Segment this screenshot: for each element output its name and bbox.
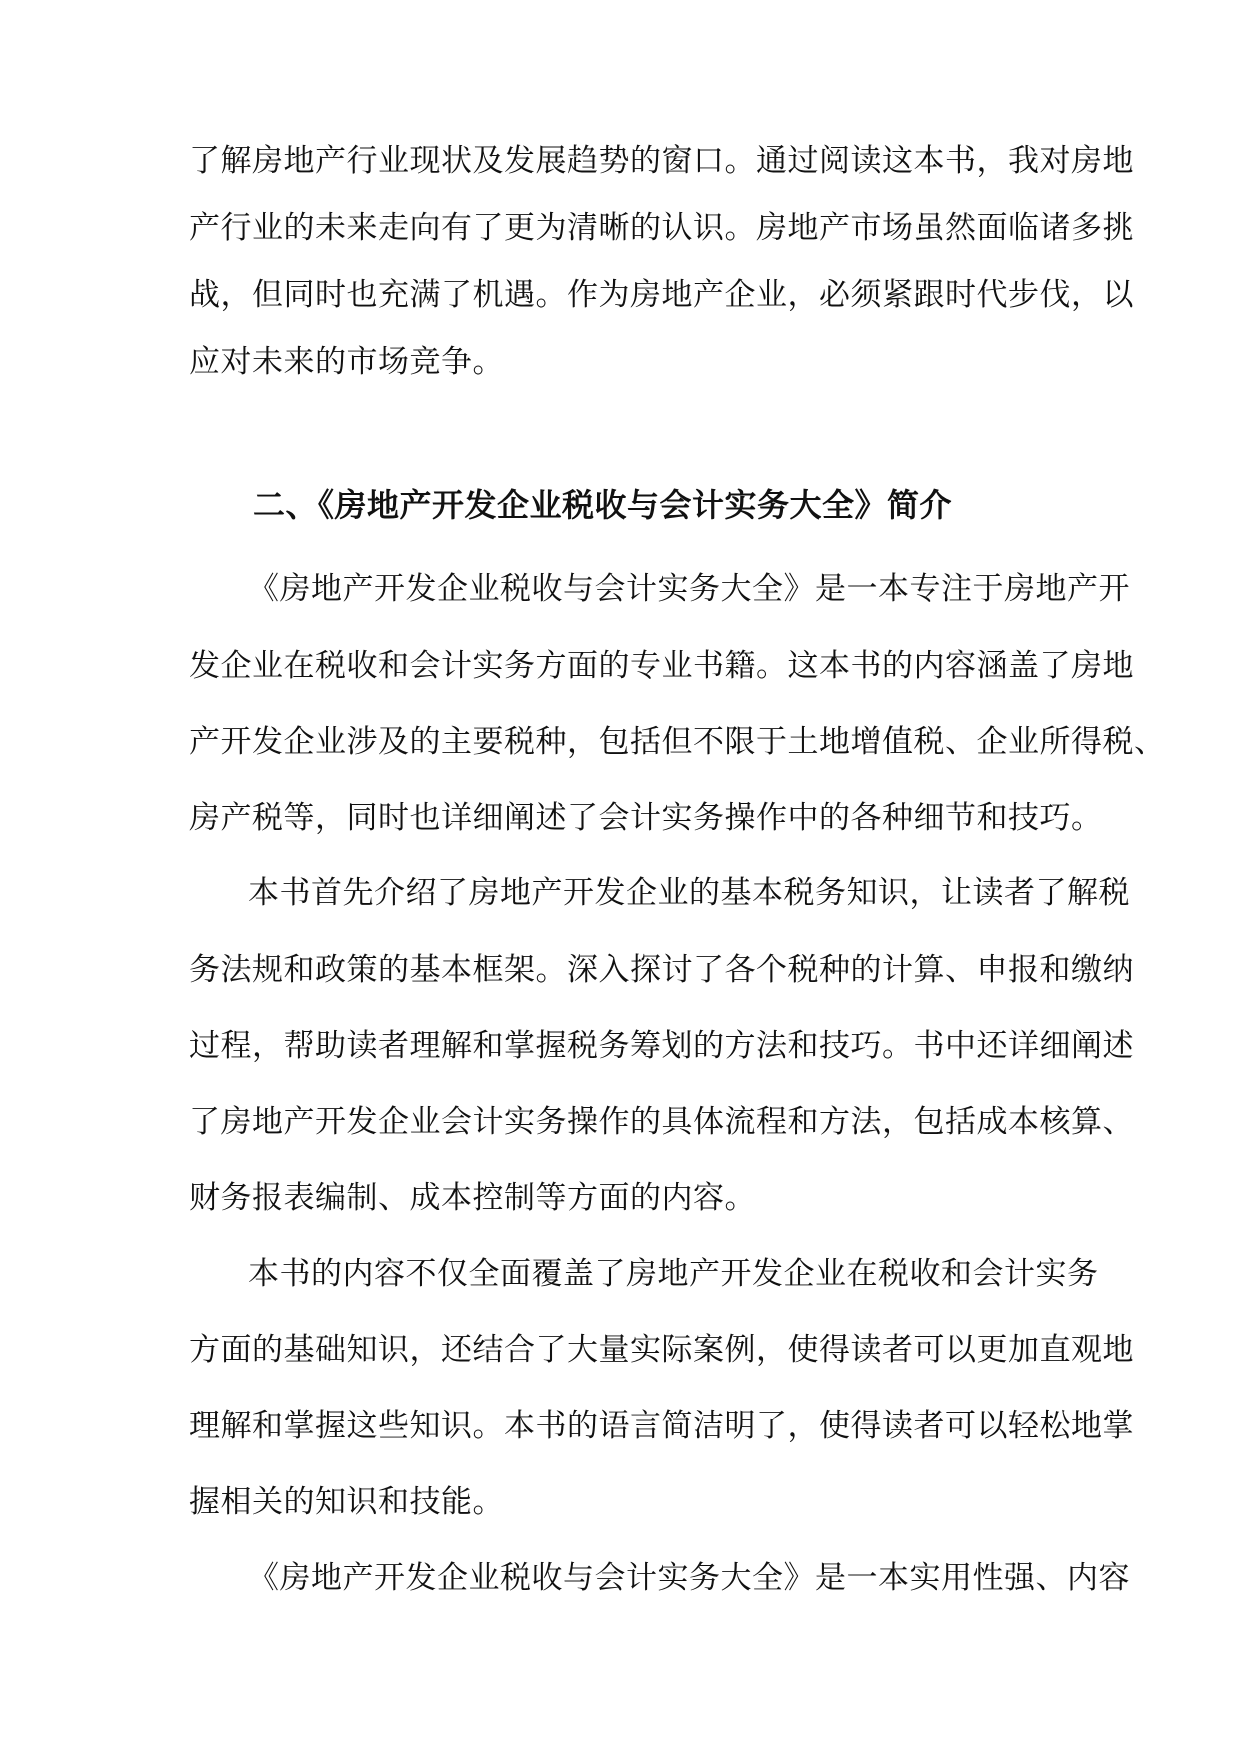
text-line: 握相关的知识和技能。 xyxy=(189,1484,504,1520)
text-line: 发企业在税收和会计实务方面的专业书籍。这本书的内容涵盖了房地 xyxy=(189,648,1134,684)
text-line: 房产税等，同时也详细阐述了会计实务操作中的各种细节和技巧。 xyxy=(189,800,1103,836)
text-line: 了解房地产行业现状及发展趋势的窗口。通过阅读这本书，我对房地 xyxy=(189,143,1134,179)
text-line: 本书首先介绍了房地产开发企业的基本税务知识，让读者了解税 xyxy=(248,875,1130,911)
text-line: 《房地产开发企业税收与会计实务大全》是一本实用性强、内容 xyxy=(248,1560,1130,1596)
text-line: 本书的内容不仅全面覆盖了房地产开发企业在税收和会计实务 xyxy=(248,1256,1099,1292)
text-line: 产开发企业涉及的主要税种，包括但不限于土地增值税、企业所得税、 xyxy=(189,724,1166,760)
text-line: 过程，帮助读者理解和掌握税务筹划的方法和技巧。书中还详细阐述 xyxy=(189,1028,1134,1064)
text-line: 财务报表编制、成本控制等方面的内容。 xyxy=(189,1180,756,1216)
text-line: 《房地产开发企业税收与会计实务大全》是一本专注于房地产开 xyxy=(248,571,1130,607)
text-line: 理解和掌握这些知识。本书的语言简洁明了，使得读者可以轻松地掌 xyxy=(189,1408,1134,1444)
text-line: 战，但同时也充满了机遇。作为房地产企业，必须紧跟时代步伐，以 xyxy=(189,277,1134,313)
text-line: 应对未来的市场竞争。 xyxy=(189,344,504,380)
text-line: 务法规和政策的基本框架。深入探讨了各个税种的计算、申报和缴纳 xyxy=(189,952,1134,988)
text-line: 方面的基础知识，还结合了大量实际案例，使得读者可以更加直观地 xyxy=(189,1332,1134,1368)
text-line: 了房地产开发企业会计实务操作的具体流程和方法，包括成本核算、 xyxy=(189,1104,1134,1140)
text-line: 产行业的未来走向有了更为清晰的认识。房地产市场虽然面临诸多挑 xyxy=(189,210,1134,246)
section-heading: 二、《房地产开发企业税收与会计实务大全》简介 xyxy=(253,486,953,524)
